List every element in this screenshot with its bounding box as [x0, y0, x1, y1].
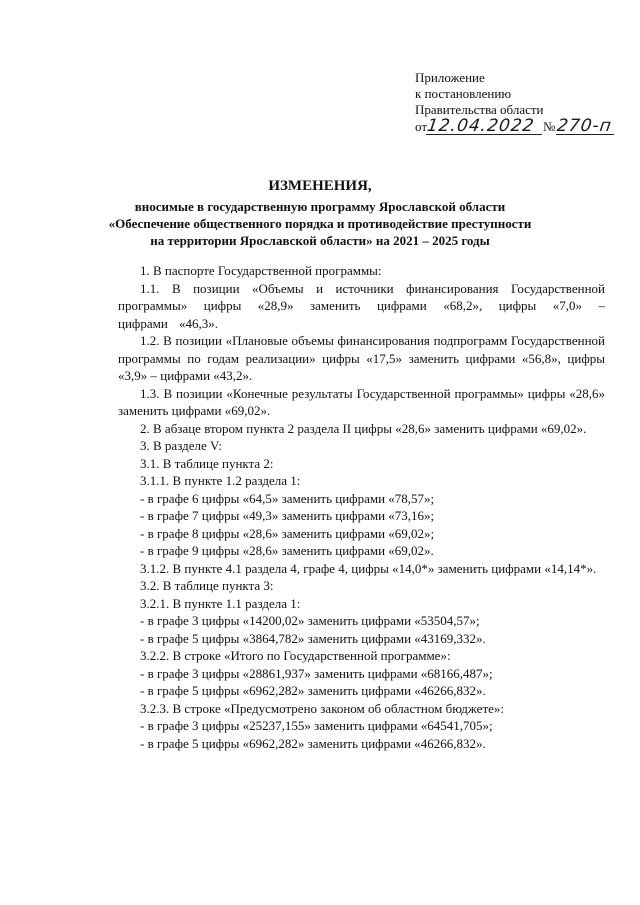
list-item: - в графе 5 цифры «6962,282» заменить цифрами «46266,832». — [140, 735, 486, 751]
appendix-date-line — [415, 118, 615, 135]
appendix-line-1: Приложение — [415, 70, 485, 85]
list-item: - в графе 3 цифры «28861,937» заменить цифрами «68166,487»; — [140, 665, 493, 681]
handwritten-number: 270-п — [556, 118, 616, 135]
appendix-header — [415, 70, 615, 135]
appendix-line-2: к постановлению — [415, 86, 512, 101]
title-heading: ИЗМЕНЕНИЯ, — [268, 178, 372, 194]
list-item: - в графе 9 цифры «28,6» заменить цифрами «69,02». — [140, 543, 434, 558]
handwritten-date: 12.04.2022 — [426, 118, 544, 135]
paragraph: 3.2.1. В пункте 1.1 раздела 1: — [140, 595, 301, 611]
paragraph: 1.2. В позиции «Плановые объемы финансирования подпрограмм Государственной программы по годам реализации» цифры «17,5» заменить цифрами «56,8», цифры «3,9» – цифрами «43,2». — [118, 333, 605, 383]
paragraph: 3. В разделе V: — [140, 438, 223, 453]
paragraph: 1.1. В позиции «Объемы и источники финансирования Государственной программы» цифры «28,9» заменить цифрами «68,2», цифры «7,0» – цифрами «46,3». — [118, 280, 605, 331]
title-subtitle-1: вносимые в государственную программу Ярославской области — [134, 199, 506, 214]
list-item: - в графе 5 цифры «3864,782» заменить цифрами «43169,332». — [140, 630, 486, 646]
paragraph: 3.2. В таблице пункта 3: — [140, 578, 274, 593]
list-item: - в графе 7 цифры «49,3» заменить цифрами «73,16»; — [140, 508, 435, 523]
list-item: - в графе 5 цифры «6962,282» заменить цифрами «46266,832». — [140, 683, 486, 698]
paragraph: 1. В паспорте Государственной программы: — [140, 263, 382, 278]
appendix-from-label: от — [415, 119, 428, 134]
list-item: - в графе 3 цифры «25237,155» заменить цифрами «64541,705»; — [140, 718, 493, 733]
paragraph: 3.2.3. В строке «Предусмотрено законом об областном бюджете»: — [140, 700, 505, 716]
paragraph: 3.2.2. В строке «Итого по Государственной программе»: — [140, 648, 451, 663]
paragraph: 3.1.1. В пункте 1.2 раздела 1: — [140, 473, 301, 488]
paragraph: 3.1.2. В пункте 4.1 раздела 4, графе 4, цифры «14,0*» заменить цифрами «14,14*». — [140, 560, 597, 576]
list-item: - в графе 8 цифры «28,6» заменить цифрами «69,02»; — [140, 525, 435, 541]
appendix-line-3: Правительства области — [415, 102, 544, 117]
document-title — [0, 177, 640, 249]
title-subtitle-3: на территории Ярославской области» на 2021 – 2025 годы — [150, 233, 490, 248]
paragraph: 2. В абзаце втором пункта 2 раздела II цифры «28,6» заменить цифрами «69,02». — [140, 420, 587, 436]
appendix-number-label: № — [543, 119, 556, 134]
title-subtitle-2: «Обеспечение общественного порядка и противодействие преступности — [108, 216, 532, 231]
list-item: - в графе 3 цифры «14200,02» заменить цифрами «53504,57»; — [140, 613, 480, 628]
paragraph: 1.3. В позиции «Конечные результаты Государственной программы» цифры «28,6» заменить цифрами «69,02». — [118, 385, 605, 418]
document-body — [118, 262, 605, 752]
list-item: - в графе 6 цифры «64,5» заменить цифрами «78,57»; — [140, 490, 435, 506]
paragraph: 3.1. В таблице пункта 2: — [140, 455, 274, 471]
